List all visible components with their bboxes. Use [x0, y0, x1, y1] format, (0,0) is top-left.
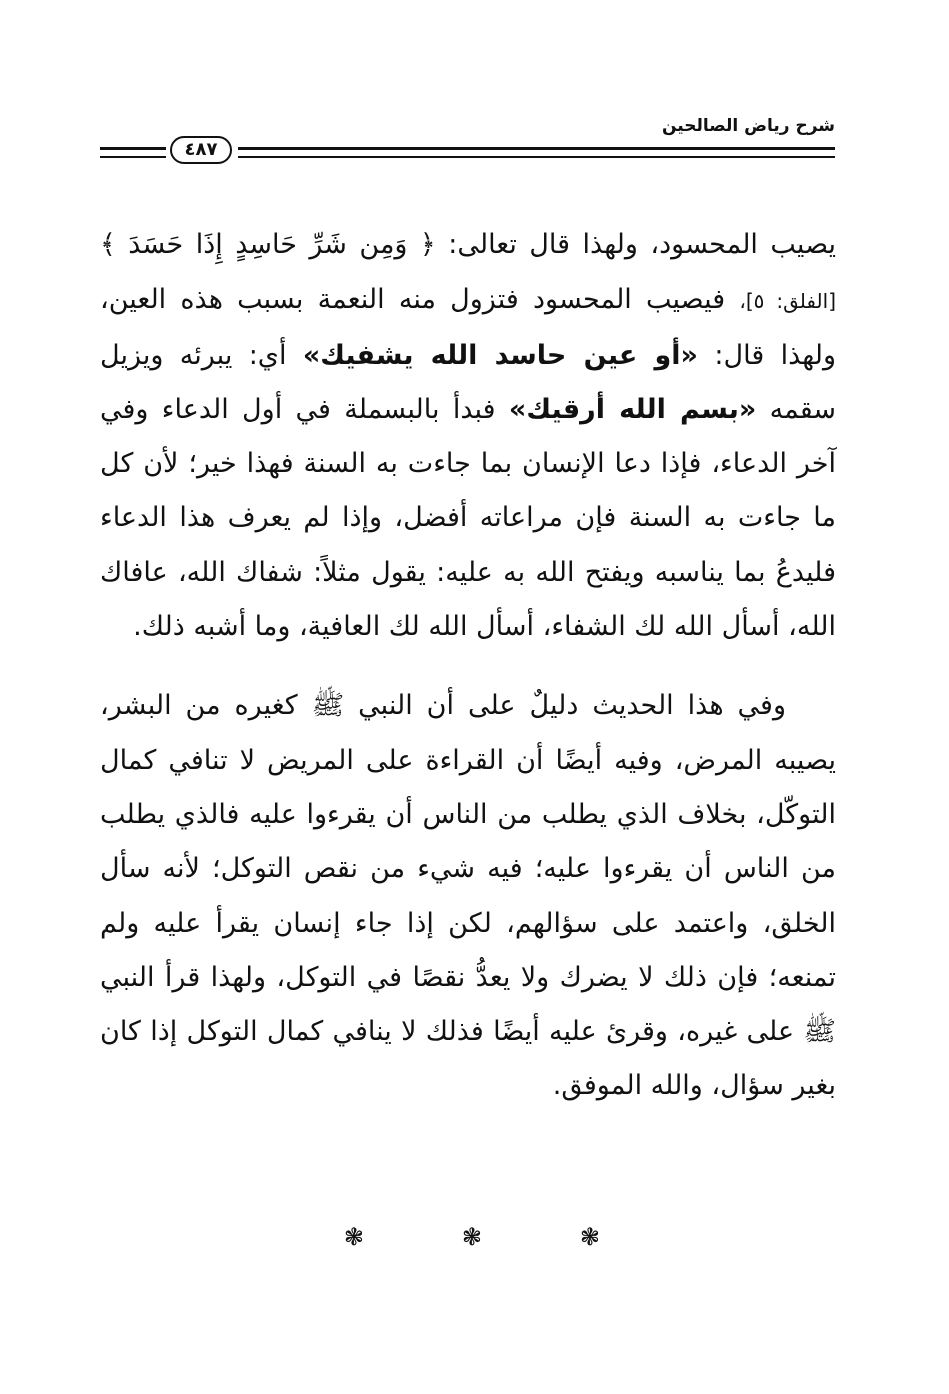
divider-ornament: ❃ [461, 1223, 482, 1251]
section-divider [340, 1222, 600, 1262]
body-text [100, 218, 836, 1114]
running-title: شرح رياض الصالحين [661, 116, 835, 136]
text-segment: يصيب المحسود، ولهذا قال تعالى: [435, 229, 836, 260]
header-rule-right [238, 147, 835, 158]
verse-reference: [الفلق: ٥]، [739, 289, 836, 314]
text-segment: أي: يبرئه ويزيل سقمه [100, 339, 836, 425]
text-segment: فبدأ بالبسملة في أول الدعاء وفي آخر الدعاء، فإذا دعا الإنسان بما جاءت به السنة فهذا خير؛ لأن كل ما جاءت به السنة فإن مراعاته أفضل، وإذا لم يعرف هذا الدعاء فليدعُ بما يناسبه ويفتح الله به عليه: يقول مثلاً: شفاك الله، عافاك الله، أسأل الله لك الشفاء، أسأل الله لك العافية، وما أشبه ذلك. [100, 393, 836, 643]
text-segment: وفي هذا الحديث دليلٌ على أن النبي ﷺ كغيره من البشر، يصيبه المرض، وفيه أيضًا أن القراءة على المريض لا تنافي كمال التوكّل، بخلاف الذي يطلب من الناس أن يقرءوا عليه فالذي يطلب من الناس أن يقرءوا عليه؛ فيه شيء من نقص التوكل؛ لأنه سأل الخلق، واعتمد على سؤالهم، لكن إذا جاء إنسان يقرأ عليه ولم تمنعه؛ فإن ذلك لا يضرك ولا يعدُّ نقصًا في التوكل، ولهذا قرأ النبي ﷺ على غيره، وقرئ عليه أيضًا فذلك لا ينافي كمال التوكل إذا كان بغير سؤال، والله الموفق. [100, 690, 836, 1102]
divider-ornament: ❃ [343, 1223, 364, 1251]
divider-ornament: ❃ [579, 1223, 600, 1251]
header-rule-left [100, 147, 166, 158]
hadith-quote: «أو عين حاسد الله يشفيك» [302, 339, 698, 371]
paragraph-1 [100, 218, 836, 654]
paragraph-2 [100, 679, 836, 1113]
page-number: ٤٨٧ [170, 136, 232, 164]
text-segment: فيصيب المحسود فتزول منه النعمة بسبب هذه العين، ولهذا قال: [100, 284, 836, 371]
page-header [100, 116, 835, 176]
hadith-quote: «بسم الله أرقيك» [508, 393, 757, 425]
quran-verse: ﴿ وَمِن شَرِّ حَاسِدٍ إِذَا حَسَدَ ﴾ [100, 229, 436, 260]
